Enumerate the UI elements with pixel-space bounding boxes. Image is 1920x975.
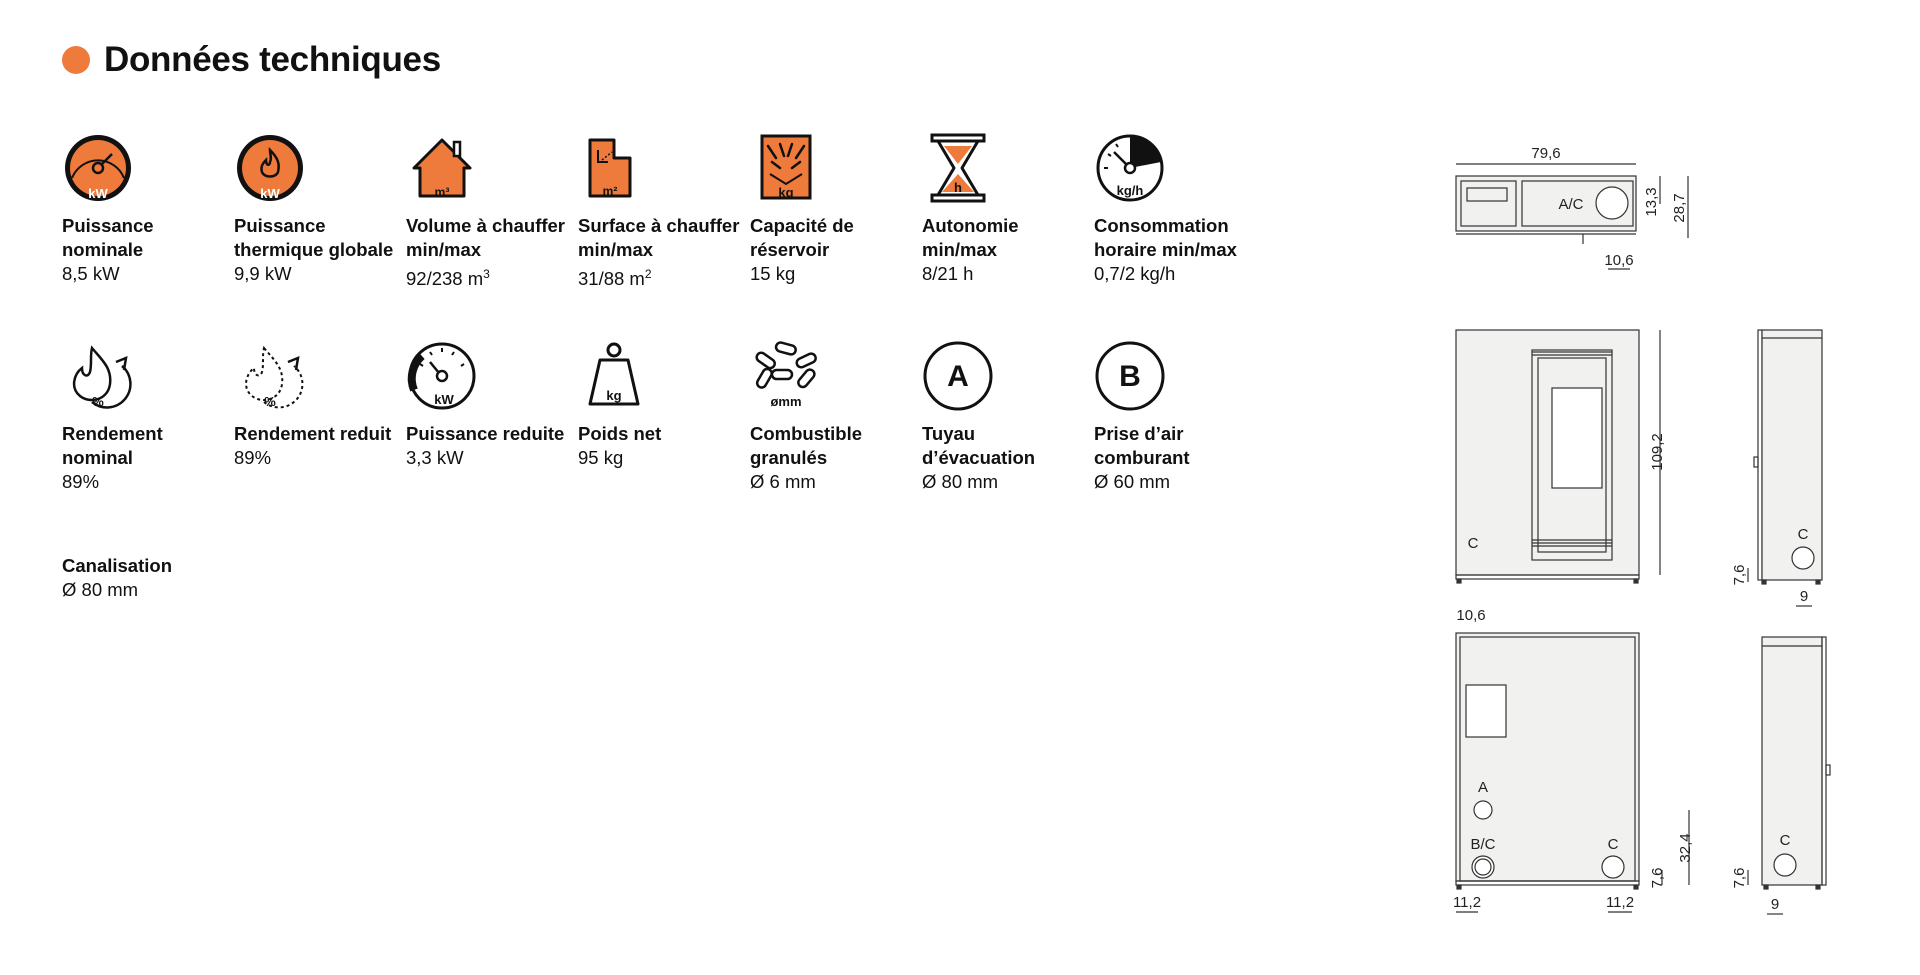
svg-text:kW: kW (88, 186, 108, 201)
svg-text:10,6: 10,6 (1456, 607, 1486, 624)
spec-puissance-thermique (234, 132, 399, 286)
spec-puissance-nominale (62, 132, 227, 286)
accent-dot-icon (62, 46, 90, 74)
spec-rendement-nominal (62, 340, 227, 494)
svg-text:C: C (1467, 535, 1479, 552)
side-view-2-drawing (1748, 637, 1830, 914)
spec-label: Rendement reduit (234, 423, 392, 444)
spec-label: Puissance thermique globale (234, 215, 394, 260)
svg-text:28,7: 28,7 (1671, 193, 1688, 223)
svg-text:%: % (92, 394, 104, 409)
letter-a-circle-icon (922, 340, 994, 412)
spec-label: Puissance nominale (62, 215, 154, 260)
front-view-drawing (1456, 330, 1660, 583)
spec-label: Combustible granulés (750, 423, 863, 468)
svg-text:B/C: B/C (1470, 836, 1496, 853)
spec-rendement-reduit (234, 340, 399, 470)
spec-label: Tuyau d’évacuation (922, 423, 1036, 468)
efficiency-dashed-flame-icon (234, 340, 306, 412)
svg-text:m²: m² (602, 184, 618, 198)
svg-text:9: 9 (1799, 588, 1809, 605)
svg-text:7,6: 7,6 (1731, 867, 1748, 889)
svg-text:%: % (264, 394, 276, 409)
floorplan-m2-icon (578, 132, 650, 204)
spec-consommation (1094, 132, 1259, 286)
side-view-1-drawing (1748, 330, 1822, 606)
spec-label: Surface à chauffer min/max (578, 215, 740, 260)
svg-text:h: h (954, 180, 962, 195)
svg-text:109,2: 109,2 (1649, 433, 1666, 471)
efficiency-flame-icon (62, 340, 134, 412)
svg-text:kg/h: kg/h (1116, 183, 1144, 198)
svg-text:kg: kg (778, 185, 794, 200)
spec-value: 89% (234, 447, 272, 468)
technical-drawings (1440, 130, 1860, 930)
svg-text:9: 9 (1770, 896, 1780, 913)
svg-text:79,6: 79,6 (1531, 145, 1561, 162)
spec-surface (578, 132, 743, 291)
svg-text:m³: m³ (434, 185, 450, 199)
spec-combustible (750, 340, 915, 494)
flame-kw-icon (234, 132, 306, 204)
spec-value: 3,3 kW (406, 447, 464, 468)
spec-volume (406, 132, 571, 291)
svg-text:kW: kW (260, 186, 280, 201)
gauge-kw-icon (62, 132, 134, 204)
spec-value: Ø 6 mm (750, 471, 816, 492)
spec-puissance-reduite (406, 340, 571, 470)
spec-label: Autonomie min/max (922, 215, 1019, 260)
svg-text:10,6: 10,6 (1604, 252, 1634, 269)
section-header (62, 40, 441, 80)
svg-text:11,2: 11,2 (1605, 894, 1635, 911)
timer-kgh-icon (1094, 132, 1166, 204)
hourglass-h-icon (922, 132, 994, 204)
svg-text:A/C: A/C (1558, 196, 1584, 213)
spec-label: Volume à chauffer min/max (406, 215, 566, 260)
spec-label: Puissance reduite (406, 423, 565, 444)
svg-text:7,6: 7,6 (1649, 867, 1666, 889)
svg-text:11,2: 11,2 (1452, 894, 1482, 911)
svg-text:kW: kW (434, 392, 454, 407)
house-m3-icon (406, 132, 478, 204)
gauge-low-kw-icon (406, 340, 478, 412)
spec-value: Ø 60 mm (1094, 471, 1171, 492)
svg-text:A: A (947, 360, 969, 393)
spec-value: 8,5 kW (62, 263, 120, 284)
spec-tuyau-evacuation (922, 340, 1087, 494)
spec-label: Rendement nominal (62, 423, 163, 468)
svg-text:B: B (1119, 360, 1141, 393)
spec-value: 9,9 kW (234, 263, 292, 284)
svg-text:kg: kg (606, 388, 622, 403)
spec-value: 8/21 h (922, 263, 974, 284)
spec-label: Poids net (578, 423, 662, 444)
spec-value: 92/238 $m^3$ (406, 267, 490, 290)
page-title: Données techniques (104, 40, 441, 79)
spec-prise-air (1094, 340, 1259, 494)
svg-text:A: A (1477, 779, 1489, 796)
spec-label: Canalisation (62, 555, 172, 576)
svg-text:C: C (1607, 836, 1619, 853)
spec-value: 95 kg (578, 447, 624, 468)
spec-canalisation (62, 554, 227, 602)
svg-text:C: C (1779, 832, 1791, 849)
spec-value: 31/88 $m^2$ (578, 267, 652, 290)
svg-text:7,6: 7,6 (1731, 564, 1748, 586)
spec-value: Ø 80 mm (62, 579, 139, 600)
spec-reservoir (750, 132, 915, 286)
spec-poids (578, 340, 743, 470)
stove-dimension-drawings (1440, 130, 1860, 930)
spec-value: Ø 80 mm (922, 471, 999, 492)
spec-value: 89% (62, 471, 100, 492)
svg-text:13,3: 13,3 (1643, 187, 1660, 217)
hopper-kg-icon (750, 132, 822, 204)
spec-label: Prise d’air comburant (1094, 423, 1190, 468)
svg-text:32,4: 32,4 (1677, 833, 1694, 863)
svg-text:ømm: ømm (770, 394, 802, 409)
svg-text:C: C (1797, 526, 1809, 543)
spec-label: Consommation horaire min/max (1094, 215, 1237, 260)
pellets-icon (750, 340, 822, 412)
spec-autonomie (922, 132, 1087, 286)
letter-b-circle-icon (1094, 340, 1166, 412)
spec-label: Capacité de réservoir (750, 215, 854, 260)
spec-value: 15 kg (750, 263, 796, 284)
weight-kg-icon (578, 340, 650, 412)
spec-value: 0,7/2 kg/h (1094, 263, 1176, 284)
